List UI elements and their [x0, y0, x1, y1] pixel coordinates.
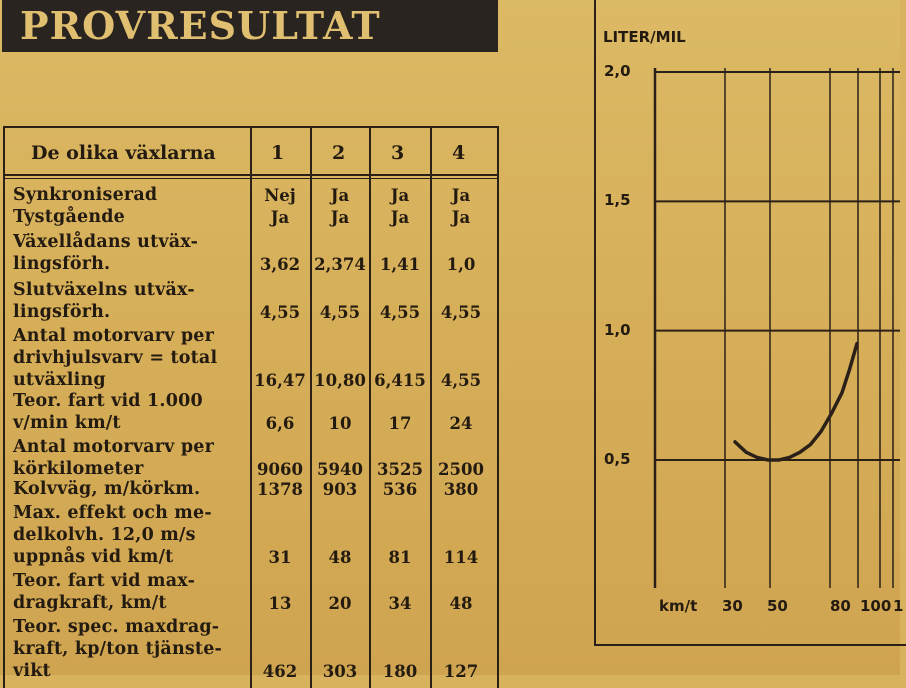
gear-header-3: 3 [391, 142, 405, 164]
table-cell: 1,0 [446, 255, 476, 274]
table-cell: 1,41 [379, 255, 421, 274]
table-cell: 2,374 [314, 255, 366, 274]
y-axis-title: LITER/MIL [603, 28, 686, 46]
table-cell: 4,55 [319, 303, 361, 322]
row-label: Tystgående [13, 207, 126, 227]
chart-series [735, 344, 857, 460]
table-cell: Ja [451, 186, 471, 205]
table-cell: 9060 [257, 460, 303, 479]
row-label: Synkroniserad [13, 185, 158, 205]
table-cell: 81 [388, 548, 412, 567]
x-tick-label: 100 [860, 597, 892, 615]
row-label: Växellådans utväx- [13, 232, 199, 252]
table-cell: 3525 [377, 460, 423, 479]
gear-header-2: 2 [332, 142, 346, 164]
page-title: PROVRESULTAT [20, 3, 381, 48]
gear-header-4: 4 [452, 142, 466, 164]
gear-header-1: 1 [271, 142, 285, 164]
table-cell: 48 [449, 594, 473, 613]
x-tick-label: 1 [893, 597, 904, 615]
row-label: dragkraft, km/t [13, 593, 167, 613]
table-cell: 1378 [257, 480, 303, 499]
table-cell: 10,80 [314, 371, 366, 390]
y-tick-label: 1,0 [604, 320, 631, 339]
table-cell: 5940 [317, 460, 363, 479]
table-cell: 114 [443, 548, 479, 567]
row-label: utväxling [13, 370, 106, 390]
table-cell: 17 [388, 414, 412, 433]
table-cell: 10 [328, 414, 352, 433]
table-cell: Ja [390, 208, 410, 227]
table-cell: 6,6 [265, 414, 295, 433]
row-label: Antal motorvarv per [13, 437, 215, 457]
row-label: körkilometer [13, 459, 144, 479]
table-cell: 34 [388, 594, 412, 613]
table-cell: 4,55 [440, 371, 482, 390]
table-cell: 6,415 [374, 371, 426, 390]
table-cell: 4,55 [259, 303, 301, 322]
table-cell: 180 [382, 662, 418, 681]
row-label: kraft, kp/ton tjänste- [13, 639, 223, 659]
row-label: uppnås vid km/t [13, 547, 174, 567]
chart-grid [655, 68, 900, 588]
table-cell: 4,55 [440, 303, 482, 322]
x-axis-title: km/t [659, 597, 698, 615]
x-tick-label: 50 [767, 597, 788, 615]
table-cell: Ja [330, 186, 350, 205]
row-label: Teor. fart vid max- [13, 571, 196, 591]
y-tick-label: 2,0 [604, 62, 631, 80]
x-tick-label: 80 [830, 597, 851, 615]
table-cell: 462 [262, 662, 298, 681]
fuel-curve [735, 344, 857, 460]
table-cell: 303 [322, 662, 358, 681]
table-cell: 20 [328, 594, 352, 613]
row-label: Teor. fart vid 1.000 [13, 391, 203, 411]
table-header-label: De olika växlarna [31, 142, 216, 164]
table-cell: 13 [268, 594, 292, 613]
table-cell: 48 [328, 548, 352, 567]
table-cell: Ja [451, 208, 471, 227]
y-tick-label: 0,5 [604, 450, 631, 468]
row-label: Teor. spec. maxdrag- [13, 617, 220, 637]
table-cell: 31 [268, 548, 292, 567]
row-label: lingsförh. [13, 302, 111, 322]
table-cell: 3,62 [259, 255, 301, 274]
row-label: drivhjulsvarv = total [13, 348, 218, 368]
row-label: Slutväxelns utväx- [13, 280, 195, 300]
row-label: delkolvh. 12,0 m/s [13, 525, 196, 545]
table-cell: 4,55 [379, 303, 421, 322]
table-cell: Ja [390, 186, 410, 205]
table-cell: Ja [330, 208, 350, 227]
table-cell: Ja [270, 208, 290, 227]
table-cell: 903 [322, 480, 358, 499]
table-cell: 380 [443, 480, 479, 499]
table-cell: 24 [449, 414, 473, 433]
table-cell: Nej [264, 186, 296, 205]
row-label: Antal motorvarv per [13, 326, 215, 346]
x-tick-label: 30 [722, 597, 743, 615]
table-cell: 127 [443, 662, 479, 681]
row-label: lingsförh. [13, 254, 111, 274]
row-label: Kolvväg, m/körkm. [13, 479, 201, 499]
row-label: Max. effekt och me- [13, 503, 212, 523]
y-tick-label: 1,5 [604, 191, 631, 210]
table-cell: 16,47 [254, 371, 306, 390]
table-cell: 2500 [438, 460, 484, 479]
table-cell: 536 [382, 480, 418, 499]
row-label: v/min km/t [13, 413, 121, 433]
row-label: vikt [13, 661, 51, 681]
